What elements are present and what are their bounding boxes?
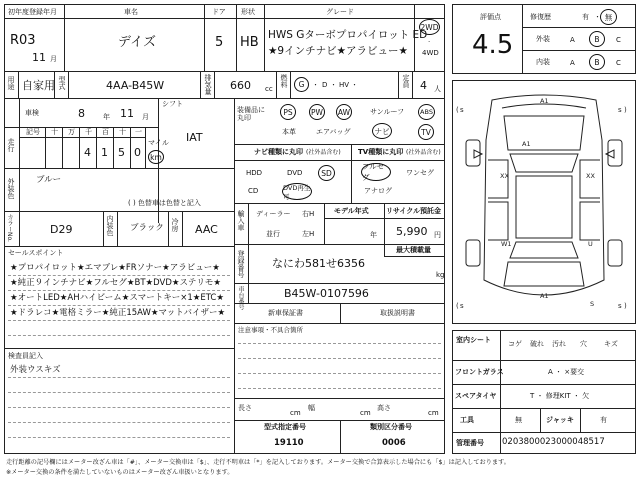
score: 4.5 [472,30,514,60]
import-left: 左H [302,230,315,238]
type-number: 19110 [274,438,304,448]
mileage-digit-label-2: 万 [68,128,75,136]
dmg-w1: W1 [501,240,512,248]
equip-abs-circle [418,104,435,120]
equip-pw-circle [309,104,325,120]
length-unit: cm [290,409,301,417]
month-unit: 月 [50,55,57,63]
inspection-year: 8 [78,107,85,120]
capacity-label: 定員 [402,74,410,88]
doors: 5 [215,35,224,50]
int-label: 内装 [536,58,550,66]
sales-line-3: ★オートLED★AHハイビーム★スマートキー×1★ETC★ [10,293,224,303]
mileage-digit-5: 5 [118,146,125,159]
fuel-sep2: ・ [330,81,337,89]
seat-dirt: 汚れ [552,340,566,348]
name-label: 車名 [124,8,138,16]
drive-2wd-circle [419,19,440,35]
equipment-label: 装備品に丸印 [237,106,265,123]
ac-label: 冷房 [171,218,179,232]
recycle-label: リサイクル預託金 [386,207,442,215]
windshield-value: A ・ ×要交 [548,368,585,376]
svg-text:s: s [618,302,622,310]
nav-type-sub: (社外品含む) [306,149,341,156]
inspector-label: 検査員記入 [8,352,43,360]
nav-type-label: ナビ種類に丸印 [254,148,303,156]
equip-ps-circle [280,104,296,120]
tv-type-sub: (社外品含む) [406,149,441,156]
equip-leather: 本革 [282,128,296,136]
width-unit: cm [360,409,371,417]
nav-cd: CD [248,187,259,195]
mileage-label: 走行 [7,138,15,152]
fuel-g: G [298,80,305,89]
dmg-a1-front: A1 [540,97,549,105]
svg-text:): ) [624,302,627,310]
import-dealer: ディーラー [256,210,291,218]
shape: HB [240,35,259,50]
drive-dot: · [428,38,431,46]
svg-text:(: ( [456,106,459,114]
jack-label: ジャッキ [546,416,574,424]
grade-line2: ★9インチナビ★アラビュー★ [268,45,408,57]
svg-text:): ) [624,106,627,114]
repair-yes: 有 [582,13,589,21]
ac: AAC [195,223,218,236]
model: 4AA-B45W [106,79,165,92]
ext-b: B [594,34,600,44]
sales-line-1: ★プロパイロット★エマブレ★FRソナー★アラビュー★ [10,263,220,273]
tv-type-label: TV種類に丸印 [358,148,404,156]
mgmt-number: 0203800023000048517 [502,437,605,447]
ext-a: A [570,36,575,44]
int-c: C [616,59,621,67]
grade-label: グレード [326,8,354,16]
fuel-hv: HV [339,81,350,89]
import-right: 右H [302,210,315,218]
jack-value: 有 [600,416,607,424]
unit-mile: マイル [148,139,169,147]
model-year-unit: 年 [370,231,377,239]
fuel-g-circle [294,77,309,92]
int-a: A [570,59,575,67]
shift-label: シフト [162,100,183,108]
tv-analog: アナログ [364,187,392,195]
model-year-label: モデル年式 [334,207,369,215]
drive-2wd: 2WD [420,22,439,32]
equip-tv: TV [421,127,431,137]
mileage-digit-label-0: 記号 [26,128,40,136]
windshield-label: フロントガラス [455,368,504,376]
import-parallel: 並行 [266,230,280,238]
mileage-digit-6: 0 [134,146,141,159]
height-label: 高さ [377,404,391,412]
spare-label: スペアタイヤ [455,392,497,400]
usage: 自家用 [22,79,55,92]
tools-value: 無 [515,416,522,424]
displacement: 660 [230,79,251,92]
persons-unit: 人 [434,85,441,93]
int-seat-label: 室内シート [456,336,491,344]
first-reg-month: 11 [32,51,46,64]
shape-label: 形状 [241,8,255,16]
car-name: デイズ [118,35,156,50]
tv-fullseg: フルセグ [362,162,385,182]
footer-line-2: ※メーター交換の条件を満たしていないものはメーター改ざん車扱いとなります。 [6,469,234,476]
ext-label: 外装 [536,35,550,43]
mileage-digit-label-4: 百 [102,128,109,136]
equip-navi: ナビ [374,126,390,136]
equip-pw: PW [311,107,323,117]
repair-no-circle [600,9,617,25]
inspection-label: 車検 [25,109,39,117]
equip-abs: ABS [420,108,433,116]
mileage-digit-label-5: 十 [119,128,126,136]
fuel-d: D [322,81,328,89]
exterior-note: ( ) 色替車は色替と記入 [128,199,201,207]
class-number: 0006 [382,438,406,448]
interior: ブラック [130,223,164,233]
inspector-text: 外装ウスキズ [10,365,61,375]
max-load-unit: kg [436,271,445,279]
displacement-label: 排気量 [204,74,212,95]
nav-sd: SD [321,168,332,178]
seat-scratch: キズ [604,340,618,348]
svg-text:s: s [618,106,622,114]
dmg-xx-right: XX [586,172,595,180]
sales-points-label: セールスポイント [8,249,64,257]
registration-label: 登録番号 [237,250,245,278]
class-label: 類別区分番号 [370,423,412,431]
manual: 取扱説明書 [380,309,415,317]
exterior-label: 外装色 [7,178,15,199]
svg-text:(: ( [456,302,459,310]
color-no: D29 [50,223,73,236]
type-label: 型式指定番号 [264,423,306,431]
tv-fullseg-circle [361,163,391,181]
notes-label: 注意事項・不具合箇所 [238,326,303,334]
nav-hdd: HDD [246,169,263,177]
equip-airbag: エアバッグ [316,128,351,136]
mileage-digit-4: 1 [101,146,108,159]
nav-dvd-play: DVD再生可 [283,183,311,201]
inspection-month-unit: 月 [142,113,149,121]
mileage-digit-label-6: 一 [135,128,142,136]
length-label: 長さ [238,404,252,412]
equip-tv-circle [418,124,434,140]
sales-line-4: ★ドラレコ★電格ミラー★純正15AW★マットバイザー★ [10,308,226,318]
equip-sunroof: サンルーフ [370,108,405,116]
spare-value: T ・ 修理KIT ・ 欠 [530,392,590,400]
usage-col-label: 用途 [7,76,15,90]
unit-km-circle [148,150,164,164]
equip-aw-circle [336,104,352,120]
recycle-fee: 5,990 [396,225,428,238]
int-b: B [594,57,600,67]
int-b-circle [589,54,605,70]
nav-dvd-play-circle [282,183,312,200]
capacity: 4 [420,79,427,92]
tv-oneseg: ワンセグ [406,169,434,177]
fuel-sep1: ・ [312,81,319,89]
svg-text:s: s [460,302,464,310]
inspection-year-unit: 年 [103,113,110,121]
nav-sd-circle [318,165,335,181]
recycle-yen: 円 [434,231,441,239]
mileage-digit-label-1: 十 [51,128,58,136]
repair-no: 無 [604,12,613,22]
frame-label: 車台番号 [237,286,244,310]
door-label: ドア [212,8,226,16]
fuel-sep3: ・ [351,81,358,89]
width-label: 幅 [308,404,315,412]
first-reg-year: R03 [10,33,36,48]
repair-label: 修復歴 [530,13,551,21]
max-load-label: 最大積載量 [396,246,431,254]
import-label: 輸入車 [237,210,245,231]
grade-line1: HWS Gターボプロパイロット ED [268,29,428,41]
sales-line-2: ★純正９インチナビ★フルセグ★BT★DVD★ステリモ★ [10,278,221,288]
ext-c: C [616,36,621,44]
frame-number: B45W-0107596 [284,287,369,300]
interior-label: 内装色 [106,215,114,236]
registration-number: なにわ581せ6356 [272,257,365,270]
seat-tear: 破れ [530,340,544,348]
equip-ps: PS [283,107,293,117]
cc-unit: cc [265,85,273,93]
footer-line-1: 走行距離の記号欄にはメーター改ざん車は「#」、メーター交換車は「$」、走行不明車は「*」を記入しております。メーター交換で合算表示した場合にも「$」は記入しております。 [6,459,510,466]
mileage-digit-3: 4 [84,146,91,159]
new-warranty: 新車保証書 [268,309,303,317]
first-reg-label: 初年度登録年月 [8,8,57,16]
dmg-a1-rear: A1 [540,292,549,300]
exterior-color: ブルー [36,175,62,185]
seat-hole: 穴 [580,340,587,348]
svg-text:s: s [460,106,464,114]
mgmt-label: 管理番号 [456,439,484,447]
mileage-digit-label-3: 千 [85,128,92,136]
dmg-xx-left: XX [500,172,509,180]
ext-b-circle [589,31,605,47]
dmg-a1-side: A1 [522,140,531,148]
drive-4wd: 4WD [422,49,439,57]
fuel-label: 燃料 [280,74,288,88]
dmg-s: S [590,300,595,308]
seat-burn: コゲ [508,340,522,348]
equip-aw: AW [337,107,351,117]
equip-navi-circle [372,123,392,139]
tools-label: 工具 [460,416,474,424]
inspection-month: 11 [120,107,134,120]
color-no-label: カラーNo. [6,214,13,242]
unit-km: km [150,152,162,162]
shift: IAT [186,131,203,144]
car-diagram [452,80,636,324]
dmg-u: U [588,240,593,248]
nav-dvd: DVD [287,169,303,177]
model-label: 型式 [58,76,66,90]
repair-sep: ・ [594,13,601,21]
score-label: 評価点 [480,13,501,21]
height-unit: cm [428,409,439,417]
